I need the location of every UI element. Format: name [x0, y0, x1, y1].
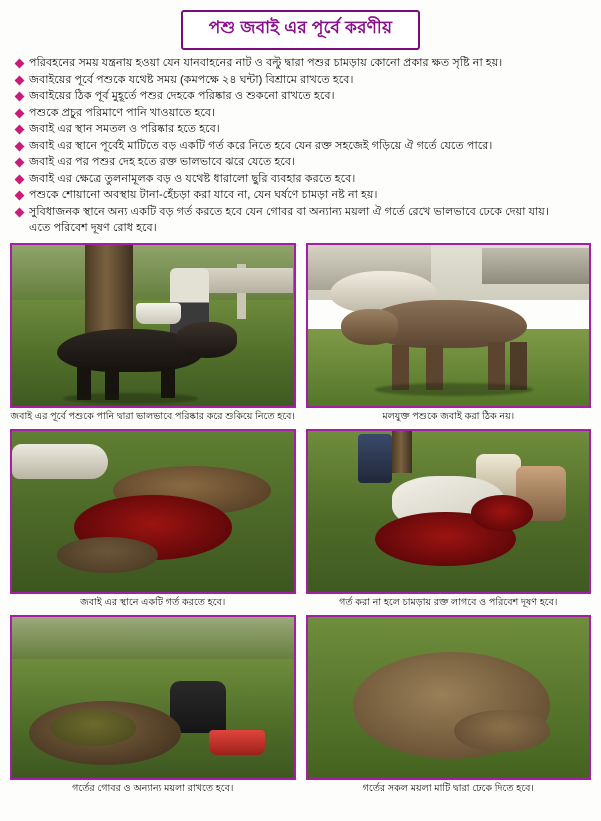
instruction-list — [16, 56, 589, 235]
list-item-text: জবাই এর স্থানে পূর্বেই মাটিতে বড় একটি গর্ত করে নিতে হবে যেন রক্ত সহজেই গড়িয়ে ঐ গর্তে যেতে পারে। — [29, 139, 493, 152]
photo-caption: গর্তের গোবর ও অন্যান্য ময়লা রাখতে হবে। — [72, 783, 234, 794]
person-lying — [12, 444, 108, 479]
list-item-text: পরিবহনের সময় যন্ত্রনায় হওয়া যেন যানবাহনের নাট ও বল্টু দ্বারা পশুর চামড়ায় কোনো প্রকার ক্ষত সৃষ্টি না হয়। — [29, 57, 503, 69]
photo-cell — [306, 429, 592, 611]
cow-leg — [510, 342, 527, 390]
diamond-bullet-icon — [15, 92, 25, 102]
background-shelter — [482, 248, 589, 283]
photo-cell — [10, 243, 296, 425]
list-item-subtext: এতে পরিবেশ দূষণ রোধ হবে। — [29, 222, 157, 234]
photo-caption: জবাই এর পূর্বে পশুকে পানি দ্বারা ভালভাবে পরিষ্কার করে শুকিয়ে নিতে হবে। — [10, 411, 295, 422]
diamond-bullet-icon — [15, 158, 25, 168]
list-item — [16, 139, 589, 153]
person-standing — [358, 434, 392, 482]
red-bucket — [209, 730, 265, 756]
list-item — [16, 73, 589, 87]
list-item-text: পশুকে শোয়ানো অবস্থায় টানা-হেঁচড়া করা যাবে না, যেন ঘর্ষণে চামড়া নষ্ট না হয়। — [29, 189, 378, 201]
diamond-bullet-icon — [15, 75, 25, 85]
photo-dung-in-pit — [10, 615, 296, 780]
title-container — [10, 10, 591, 50]
list-item-text: জবাই এর পর পশুর দেহ হতে রক্ত ভালভাবে ঝরে যেতে হবে। — [29, 156, 296, 168]
list-item-text: সুবিধাজনক স্থানে অন্য একটি বড় গর্ত করতে হবে যেন গোবর বা অন্যান্য ময়লা ঐ গর্তে রেখে ভালভাবে ঢেকে দেয়া যায়। — [29, 205, 549, 218]
photo-covered-pit — [306, 615, 592, 780]
water-bucket — [136, 303, 181, 324]
cow-leg — [488, 342, 505, 390]
diamond-bullet-icon — [15, 125, 25, 135]
tree-trunk — [392, 431, 412, 473]
list-item-text: পশুকে প্রচুর পরিমাণে পানি খাওয়াতে হবে। — [29, 106, 216, 119]
diamond-bullet-icon — [15, 141, 25, 151]
list-item — [16, 188, 589, 202]
soil-patch — [454, 710, 550, 752]
diamond-bullet-icon — [15, 59, 25, 69]
soil-edge — [57, 537, 158, 572]
list-item-text: জবাই এর স্থান সমতল ও পরিষ্কার হতে হবে। — [29, 123, 220, 135]
list-item-text: জবাই এর ক্ষেত্রে তুলনামূলক বড় ও যথেষ্ট ধারালো ছুরি ব্যবহার করতে হবে। — [29, 172, 356, 185]
list-item — [16, 89, 589, 103]
diamond-bullet-icon — [15, 108, 25, 118]
list-item-text: জবাইয়ের ঠিক পূর্ব মুহূর্তে পশুর দেহকে পরিষ্কার ও শুকনো রাখতে হবে। — [29, 90, 335, 102]
dung-mound — [51, 710, 135, 745]
list-item — [16, 122, 589, 136]
photo-pit-at-slaughter-place — [10, 429, 296, 594]
photo-cell — [10, 429, 296, 611]
list-item — [16, 205, 589, 219]
cow-head — [175, 322, 237, 357]
list-item — [16, 155, 589, 169]
list-item-text: জবাইয়ের পূর্বে পশুকে যথেষ্ট সময় (কমপক্ষে ২৪ ঘন্টা) বিশ্রামে রাখতে হবে। — [29, 73, 354, 86]
photo-caption: গর্ত করা না হলে চামড়ায় রক্ত লাগবে ও পরিবেশ দূষণ হবে। — [339, 597, 558, 608]
photo-grid — [10, 243, 591, 797]
photo-stressed-animal — [306, 243, 592, 408]
cow-leg — [392, 345, 409, 390]
diamond-bullet-icon — [15, 174, 25, 184]
photo-cell — [10, 615, 296, 797]
diamond-bullet-icon — [15, 191, 25, 201]
list-item — [16, 106, 589, 120]
page-title: পশু জবাই এর পূর্বে করণীয় — [208, 18, 393, 37]
photo-washing-animal — [10, 243, 296, 408]
photo-caption: গর্তের সকল ময়লা মাটি দ্বারা ঢেকে দিতে হবে। — [362, 783, 534, 794]
blood-splatter — [471, 495, 533, 530]
cow-head — [341, 309, 397, 344]
diamond-bullet-icon — [15, 207, 25, 217]
list-item — [16, 56, 589, 70]
photo-caption: মলযুক্ত পশুকে জবাই করা ঠিক নয়। — [382, 411, 515, 422]
photo-caption: জবাই এর স্থানে একটি গর্ত করতে হবে। — [80, 597, 226, 608]
title-box — [181, 10, 420, 50]
photo-blood-without-pit — [306, 429, 592, 594]
list-item — [16, 172, 589, 186]
photo-cell — [306, 243, 592, 425]
photo-cell — [306, 615, 592, 797]
